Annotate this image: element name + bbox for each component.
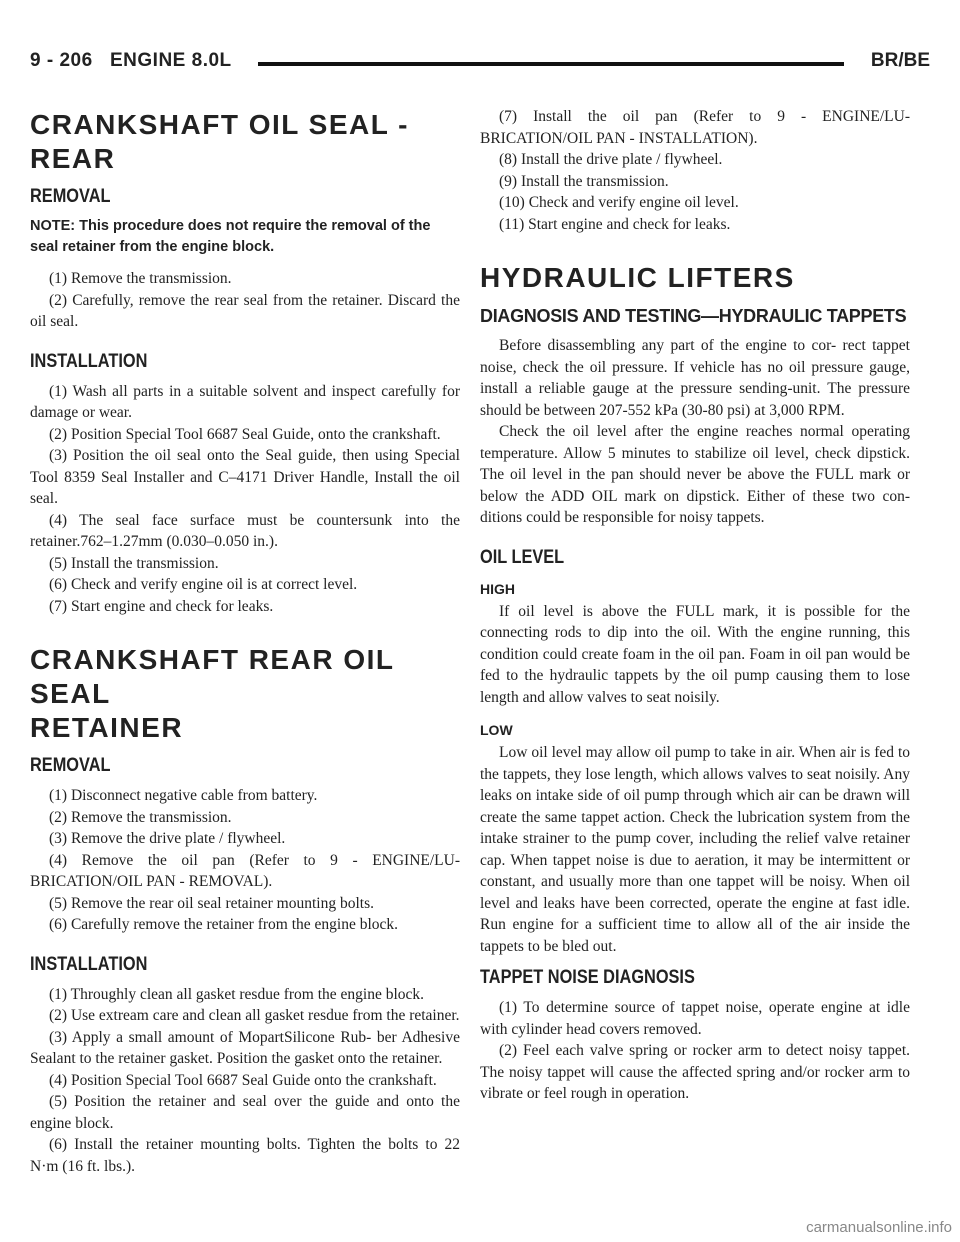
step: (3) Apply a small amount of MopartSilicone Rub- ber Adhesive Sealant to the retainer gasket. Position the gasket onto the retainer. <box>30 1028 460 1067</box>
heading-tappet-noise-diagnosis: TAPPET NOISE DIAGNOSIS <box>480 967 695 988</box>
heading-removal: REMOVAL <box>30 755 111 776</box>
heading-installation: INSTALLATION <box>30 350 148 372</box>
step: (2) Remove the transmission. <box>49 808 232 826</box>
subheading-high: HIGH <box>480 580 515 597</box>
step: (2) Feel each valve spring or rocker arm to detect noisy tappet. The noisy tappet will cause the affected spring and/or rocker arm to vibrate or feel rough in operation. <box>480 1042 910 1102</box>
page-header <box>30 50 930 76</box>
left-column <box>30 108 460 1177</box>
step: (11) Start engine and check for leaks. <box>499 215 731 233</box>
paragraph: Before disassembling any part of the engine to cor- rect tappet noise, check the oil pressure. If vehicle has no oil pressure gauge, install a reliable gauge at the pressure sending-unit. The pressure should be between 207-552 kPa (30-80 psi) at 3,000 RPM. <box>480 337 910 419</box>
step: (2) Use extream care and clean all gasket resdue from the retainer. <box>49 1007 460 1024</box>
heading-installation: INSTALLATION <box>30 953 148 975</box>
header-model: BR/BE <box>870 50 930 71</box>
step: (1) To determine source of tappet noise, operate engine at idle with cylinder head covers removed. <box>480 999 910 1038</box>
step: (5) Install the transmission. <box>49 554 219 572</box>
header-page-ref: 9 - 206 ENGINE 8.0L <box>30 50 232 71</box>
section-title-crankshaft-rear-oil-seal-retainer: CRANKSHAFT REAR OIL SEAL RETAINER <box>30 644 394 743</box>
step: (1) Wash all parts in a suitable solvent and inspect carefully for damage or wear. <box>30 382 460 421</box>
subheading-low: LOW <box>480 722 513 738</box>
step: (6) Carefully remove the retainer from the engine block. <box>49 916 399 933</box>
heading-removal: REMOVAL <box>30 186 111 207</box>
step: (10) Check and verify engine oil level. <box>499 194 739 211</box>
step: (4) Remove the oil pan (Refer to 9 - ENGINE/LU- BRICATION/OIL PAN - REMOVAL). <box>30 851 460 890</box>
step: (5) Position the retainer and seal over the guide and onto the engine block. <box>30 1093 460 1132</box>
step: (1) Disconnect negative cable from battery. <box>49 787 318 804</box>
step: (8) Install the drive plate / flywheel. <box>499 151 723 168</box>
header-title: ENGINE 8.0L <box>110 50 232 71</box>
watermark: carmanualsonline.info <box>806 1219 952 1236</box>
step: (3) Position the oil seal onto the Seal guide, then using Special Tool 8359 Seal Installer and C–4171 Driver Handle, Install the oil seal. <box>30 447 460 507</box>
heading-oil-level: OIL LEVEL <box>480 546 565 568</box>
section-title-crankshaft-oil-seal-rear: CRANKSHAFT OIL SEAL - REAR <box>30 109 409 174</box>
step: (1) Throughly clean all gasket resdue from the engine block. <box>49 985 425 1003</box>
paragraph: Check the oil level after the engine reaches normal operating temperature. Allow 5 minutes to stabilize oil level, check dipstick. The oil level in the pan should never be above the FULL mark or below the ADD OIL mark on dipstick. Either of these two con- ditions could be responsible for noisy tappets. <box>480 423 910 526</box>
step: (4) The seal face surface must be countersunk into the retainer.762–1.27mm (0.030–0.050 in.). <box>30 511 460 550</box>
step: (6) Check and verify engine oil is at correct level. <box>49 576 358 593</box>
step: (7) Start engine and check for leaks. <box>49 597 274 615</box>
right-column <box>480 106 910 1105</box>
step: (9) Install the transmission. <box>499 172 669 190</box>
heading-diagnosis-and-testing: DIAGNOSIS AND TESTING—HYDRAULIC TAPPETS <box>480 306 907 326</box>
step: (3) Remove the drive plate / flywheel. <box>49 830 286 847</box>
note: NOTE: This procedure does not require the removal of the seal retainer from the engine block. <box>30 218 431 255</box>
step: (1) Remove the transmission. <box>49 270 232 287</box>
step: (2) Position Special Tool 6687 Seal Guide, onto the crankshaft. <box>49 425 441 443</box>
section-title-hydraulic-lifters: HYDRAULIC LIFTERS <box>480 262 795 293</box>
step: (5) Remove the rear oil seal retainer mounting bolts. <box>49 894 374 912</box>
step: (2) Carefully, remove the rear seal from the retainer. Discard the oil seal. <box>30 291 460 330</box>
step: (4) Position Special Tool 6687 Seal Guide onto the crankshaft. <box>49 1071 437 1089</box>
paragraph: If oil level is above the FULL mark, it is possible for the connecting rods to dip into the oil. With the engine running, this condition could create foam in the oil pan. Foam in oil pan would be fed to the hydraulic tappets by the oil pump causing them to lose length and allow valves to seat noisily. <box>480 602 910 706</box>
step: (6) Install the retainer mounting bolts. Tighten the bolts to 22 N·m (16 ft. lbs.). <box>30 1136 460 1175</box>
header-rule <box>258 62 844 66</box>
step: (7) Install the oil pan (Refer to 9 - ENGINE/LU- BRICATION/OIL PAN - INSTALLATION). <box>480 108 910 147</box>
paragraph: Low oil level may allow oil pump to take in air. When air is fed to the tappets, they lose length, which allows valves to seat noisily. Any leaks on intake side of oil pump through which air can be drawn will create the same tappet action. Check the lubrication system from the intake strainer to the pump cover, including the relief valve retainer cap. When tappet noise is due to aeration, it may be intermittent or constant, and usually more than one tappet will be noisy. When oil level and leaks have been corrected, operate the engine at fast idle. Run engine for a sufficient time to allow all of the air inside the tappets to be bled out. <box>480 744 910 955</box>
